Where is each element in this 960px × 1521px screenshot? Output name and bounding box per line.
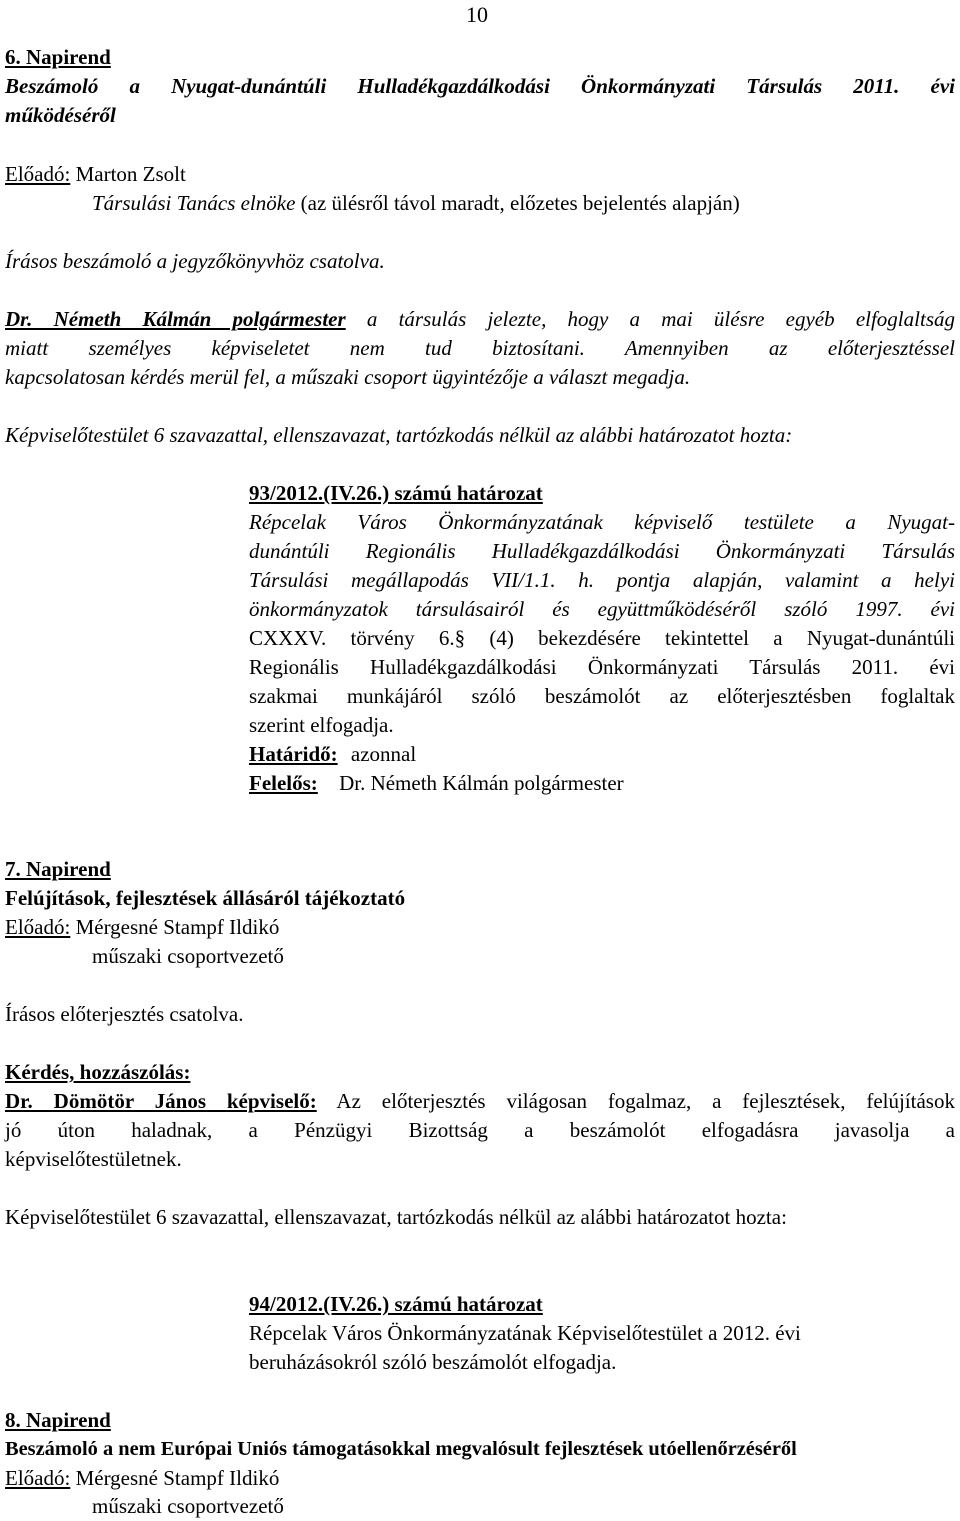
agenda-title: Beszámoló a nem Európai Uniós támogatásokkal megvalósult fejlesztések utóellenőrzéséről: [5, 1438, 797, 1460]
paragraph-line: képviselőtestületnek.: [5, 1147, 182, 1171]
resolution-line: beruházásokról szóló beszámolót elfogadja.: [249, 1350, 617, 1374]
paragraph-line: [5, 305, 955, 334]
presenter-role-line: [92, 189, 740, 218]
deadline-label: Határidő:: [249, 742, 338, 766]
presenter-note: (az ülésről távol maradt, előzetes bejelentés alapján): [300, 191, 740, 215]
resolution-title: 94/2012.(IV.26.) számú határozat: [249, 1292, 543, 1316]
resolution-line: önkormányzatok társulásairól és együttműködéséről szóló 1997. évi: [249, 597, 955, 621]
responsible-line: [249, 769, 624, 798]
deadline-value: azonnal: [350, 742, 417, 766]
presenter-role: Társulási Tanács elnöke: [92, 191, 296, 215]
paragraph-line: kapcsolatosan kérdés merül fel, a műszaki csoport ügyintézője a választ megadja.: [5, 365, 691, 389]
attachment-note: Írásos előterjesztés csatolva.: [5, 1002, 244, 1026]
resolution-line: dunántúli Regionális Hulladékgazdálkodási Önkormányzati Társulás: [249, 539, 955, 563]
agenda-title-cont: működéséről: [5, 103, 116, 127]
paragraph-line: miatt személyes képviseletet nem tud biztosítani. Amennyiben az előterjesztéssel: [5, 336, 955, 360]
attachment-note: Írásos beszámoló a jegyzőkönyvhöz csatolva.: [5, 249, 385, 273]
presenter-name: Mérgesné Stampf Ildikó: [75, 915, 280, 939]
presenter-name: Marton Zsolt: [75, 162, 186, 186]
presenter-line: [5, 160, 186, 189]
agenda-title: Beszámoló a Nyugat-dunántúli Hulladékgazdálkodási Önkormányzati Társulás 2011. évi: [5, 74, 955, 98]
resolution-title: 93/2012.(IV.26.) számú határozat: [249, 481, 543, 505]
presenter-name: Mérgesné Stampf Ildikó: [75, 1466, 280, 1490]
agenda-number: 7. Napirend: [5, 857, 111, 881]
speaker-name: Dr. Németh Kálmán polgármester: [5, 307, 346, 331]
presenter-role: műszaki csoportvezető: [92, 944, 284, 968]
resolution-line: CXXXV. törvény 6.§ (4) bekezdésére tekintettel a Nyugat-dunántúli: [249, 626, 955, 650]
qa-heading: Kérdés, hozzászólás:: [5, 1060, 191, 1084]
resolution-line: Répcelak Város Önkormányzatának Képviselőtestület a 2012. évi: [249, 1321, 801, 1345]
presenter-role: műszaki csoportvezető: [92, 1494, 284, 1518]
page-number: 10: [466, 2, 488, 27]
resolution-line: Regionális Hulladékgazdálkodási Önkormányzati Társulás 2011. évi: [249, 655, 955, 679]
presenter-line: [5, 913, 279, 942]
paragraph-text: a társulás jelezte, hogy a mai ülésre egyéb elfoglaltság: [345, 307, 955, 331]
vote-statement: Képviselőtestület 6 szavazattal, ellenszavazat, tartózkodás nélkül az alábbi határozatot hozta:: [5, 423, 793, 447]
presenter-label: Előadó:: [5, 1466, 71, 1490]
responsible-label: Felelős:: [249, 771, 318, 795]
resolution-line: szerint elfogadja.: [249, 713, 394, 737]
resolution-line: szakmai munkájáról szóló beszámolót az előterjesztésben foglaltak: [249, 684, 955, 708]
speaker-name: Dr. Dömötör János képviselő:: [5, 1089, 317, 1113]
responsible-value: Dr. Németh Kálmán polgármester: [339, 771, 624, 795]
paragraph-line: [5, 1087, 955, 1116]
agenda-number: 8. Napirend: [5, 1408, 111, 1432]
presenter-line: [5, 1464, 279, 1493]
resolution-line: Répcelak Város Önkormányzatának képviselő testülete a Nyugat-: [249, 510, 955, 534]
agenda-number: 6. Napirend: [5, 45, 111, 69]
paragraph-line: jó úton haladnak, a Pénzügyi Bizottság a beszámolót elfogadásra javasolja a: [5, 1118, 955, 1142]
resolution-line: Társulási megállapodás VII/1.1. h. pontja alapján, valamint a helyi: [249, 568, 955, 592]
vote-statement: Képviselőtestület 6 szavazattal, ellenszavazat, tartózkodás nélkül az alábbi határozatot hozta:: [5, 1205, 787, 1229]
presenter-label: Előadó:: [5, 915, 71, 939]
deadline-line: [249, 740, 416, 769]
paragraph-text: Az előterjesztés világosan fogalmaz, a fejlesztések, felújítások: [316, 1089, 955, 1113]
presenter-label: Előadó:: [5, 162, 71, 186]
agenda-title: Felújítások, fejlesztések állásáról tájékoztató: [5, 886, 406, 910]
